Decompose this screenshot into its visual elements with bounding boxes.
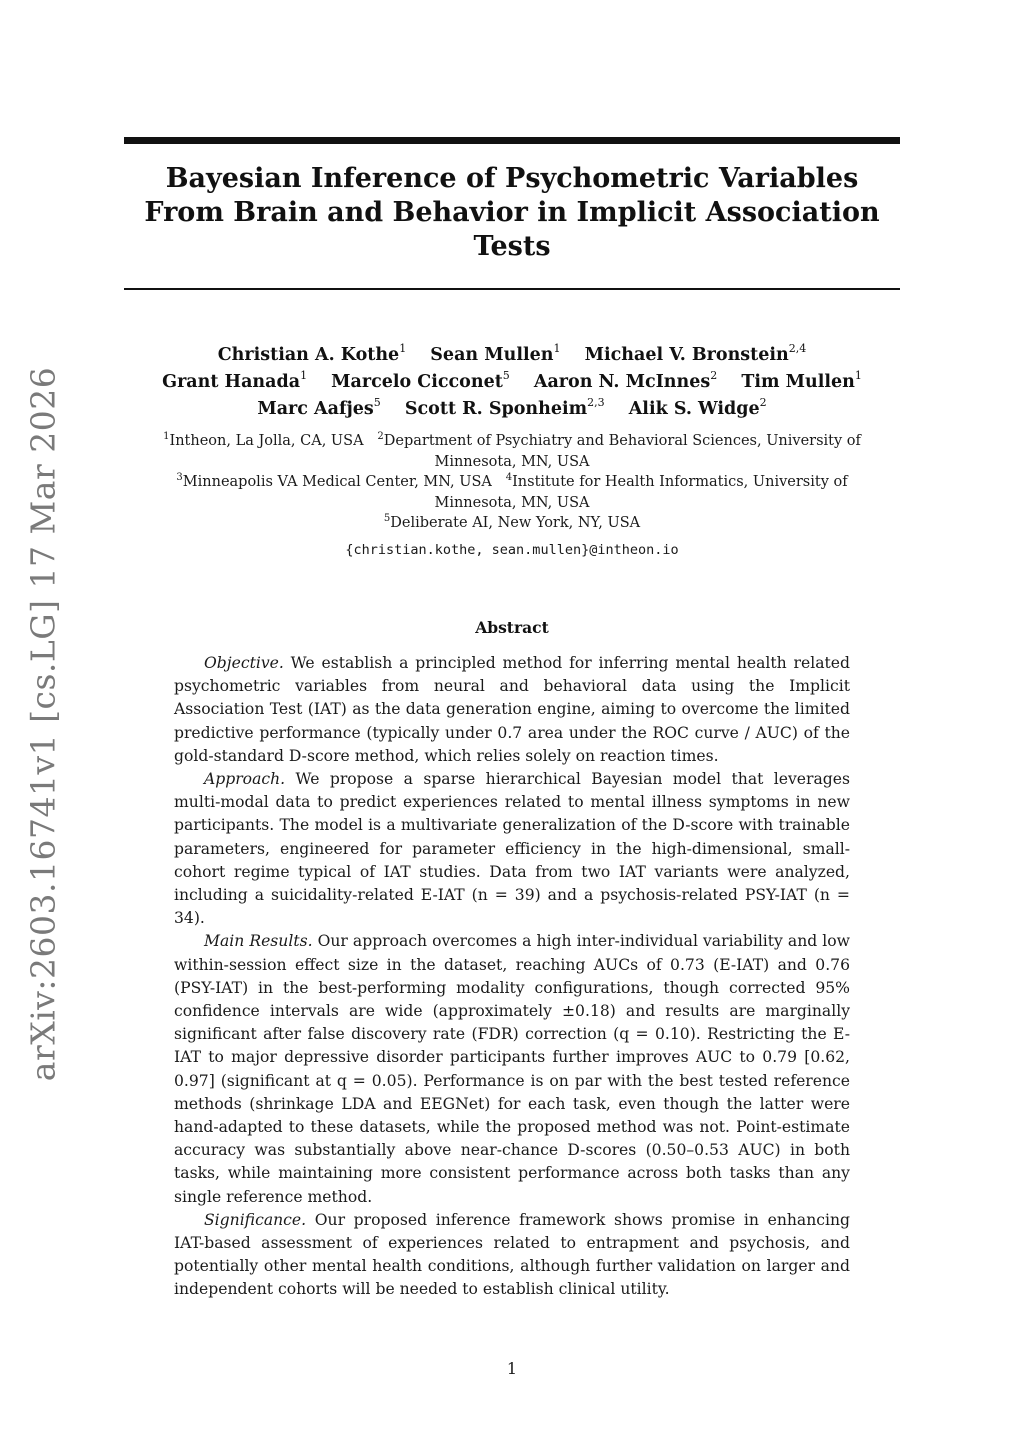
abstract-approach: Approach. We propose a sparse hierarchical Bayesian model that leverages multi-modal data to predict experiences related to mental illness symptoms in new participants. The model is a multivariate generalization of the D-score with trainable parameters, engineered for parameter efficiency in the high-dimensional, small-cohort regime typical of IAT studies. Data from two IAT variants were analyzed, including a suicidality-related E-IAT (n = 39) and a psychosis-related PSY-IAT (n = 34). — [174, 770, 850, 928]
author: Tim Mullen$^1$ — [741, 369, 862, 392]
author: Christian A. Kothe$^1$ — [217, 342, 407, 365]
author: Marc Aafjes$^5$ — [257, 396, 381, 419]
author-line-3 — [124, 396, 900, 423]
affiliation-line: $^1$Intheon, La Jolla, CA, USA $^2$Department of Psychiatry and Behavioral Sciences, University of — [163, 431, 861, 449]
author: Grant Hanada$^1$ — [162, 369, 308, 392]
significance-label: Significance. — [204, 1210, 307, 1229]
affiliation-line: Minnesota, MN, USA — [434, 453, 590, 470]
page-number: 1 — [506, 1359, 518, 1378]
affiliation-line: Minnesota, MN, USA — [434, 494, 590, 511]
abstract-objective: Objective. We establish a principled method for inferring mental health related psychometric variables from neural and behavioral data using the Implicit Association Test (IAT) as the data generation engine, aiming to overcome the limited predictive performance (typically under 0.7 area under the ROC curve / AUC) of the gold-standard D-score method, which relies solely on reaction times. — [174, 654, 850, 765]
title-line-2: From Brain and Behavior in Implicit Association — [144, 197, 880, 228]
results-label: Main Results. — [204, 932, 313, 951]
author-line-1 — [124, 342, 900, 369]
approach-label: Approach. — [204, 770, 286, 789]
title-top-rule — [124, 137, 900, 144]
abstract-main-results: Main Results. Our approach overcomes a high inter-individual variability and low within-session effect size in the dataset, reaching AUCs of 0.73 (E-IAT) and 0.76 (PSY-IAT) in the best-performing modality configurations, though corrected 95% confidence intervals are wide (approximately ±0.18) and results are marginally significant after false discovery rate (FDR) correction (q = 0.10). Restricting the E-IAT to major depressive disorder participants further improves AUC to 0.79 [0.62, 0.97] (significant at q = 0.05). Performance is on par with the best tested reference methods (shrinkage LDA and EEGNet) for each task, even though the latter were hand-adapted to these datasets, while the proposed method was not. Point-estimate accuracy was substantially above near-chance D-scores (0.50–0.53 AUC) in both tasks, while maintaining more consistent performance across both tasks than any single reference method. — [174, 932, 850, 1206]
author: Michael V. Bronstein$^{2,4}$ — [584, 342, 807, 365]
author: Marcelo Cicconet$^5$ — [331, 369, 510, 392]
affiliation-line: $^3$Minneapolis VA Medical Center, MN, USA $^4$Institute for Health Informatics, University of — [176, 472, 848, 491]
abstract-body — [174, 652, 850, 1302]
arxiv-identifier: arXiv:2603.16741v1 [cs.LG] 17 Mar 2026 — [23, 366, 63, 1082]
abstract-significance: Significance. Our proposed inference framework shows promise in enhancing IAT-based assessment of experiences related to entrapment and psychosis, and potentially other mental health conditions, although further validation on larger and independent cohorts will be needed to establish clinical utility. — [174, 1210, 850, 1299]
author: Sean Mullen$^1$ — [430, 342, 561, 365]
paper-title — [124, 162, 900, 264]
objective-label: Objective. — [204, 654, 284, 672]
contact-email: {christian.kothe, sean.mullen}@intheon.io — [345, 542, 679, 558]
author: Aaron N. McInnes$^2$ — [533, 369, 718, 392]
author: Alik S. Widge$^2$ — [628, 396, 767, 419]
author: Scott R. Sponheim$^{2,3}$ — [404, 396, 605, 419]
affiliation-line: $^5$Deliberate AI, New York, NY, USA — [383, 513, 641, 532]
title-line-3: Tests — [473, 231, 551, 262]
author-list — [124, 342, 900, 423]
affiliations — [124, 431, 900, 534]
title-line-1: Bayesian Inference of Psychometric Variables — [165, 163, 859, 194]
author-line-2 — [124, 369, 900, 396]
abstract-heading: Abstract — [475, 618, 549, 637]
title-bottom-rule — [124, 288, 900, 290]
